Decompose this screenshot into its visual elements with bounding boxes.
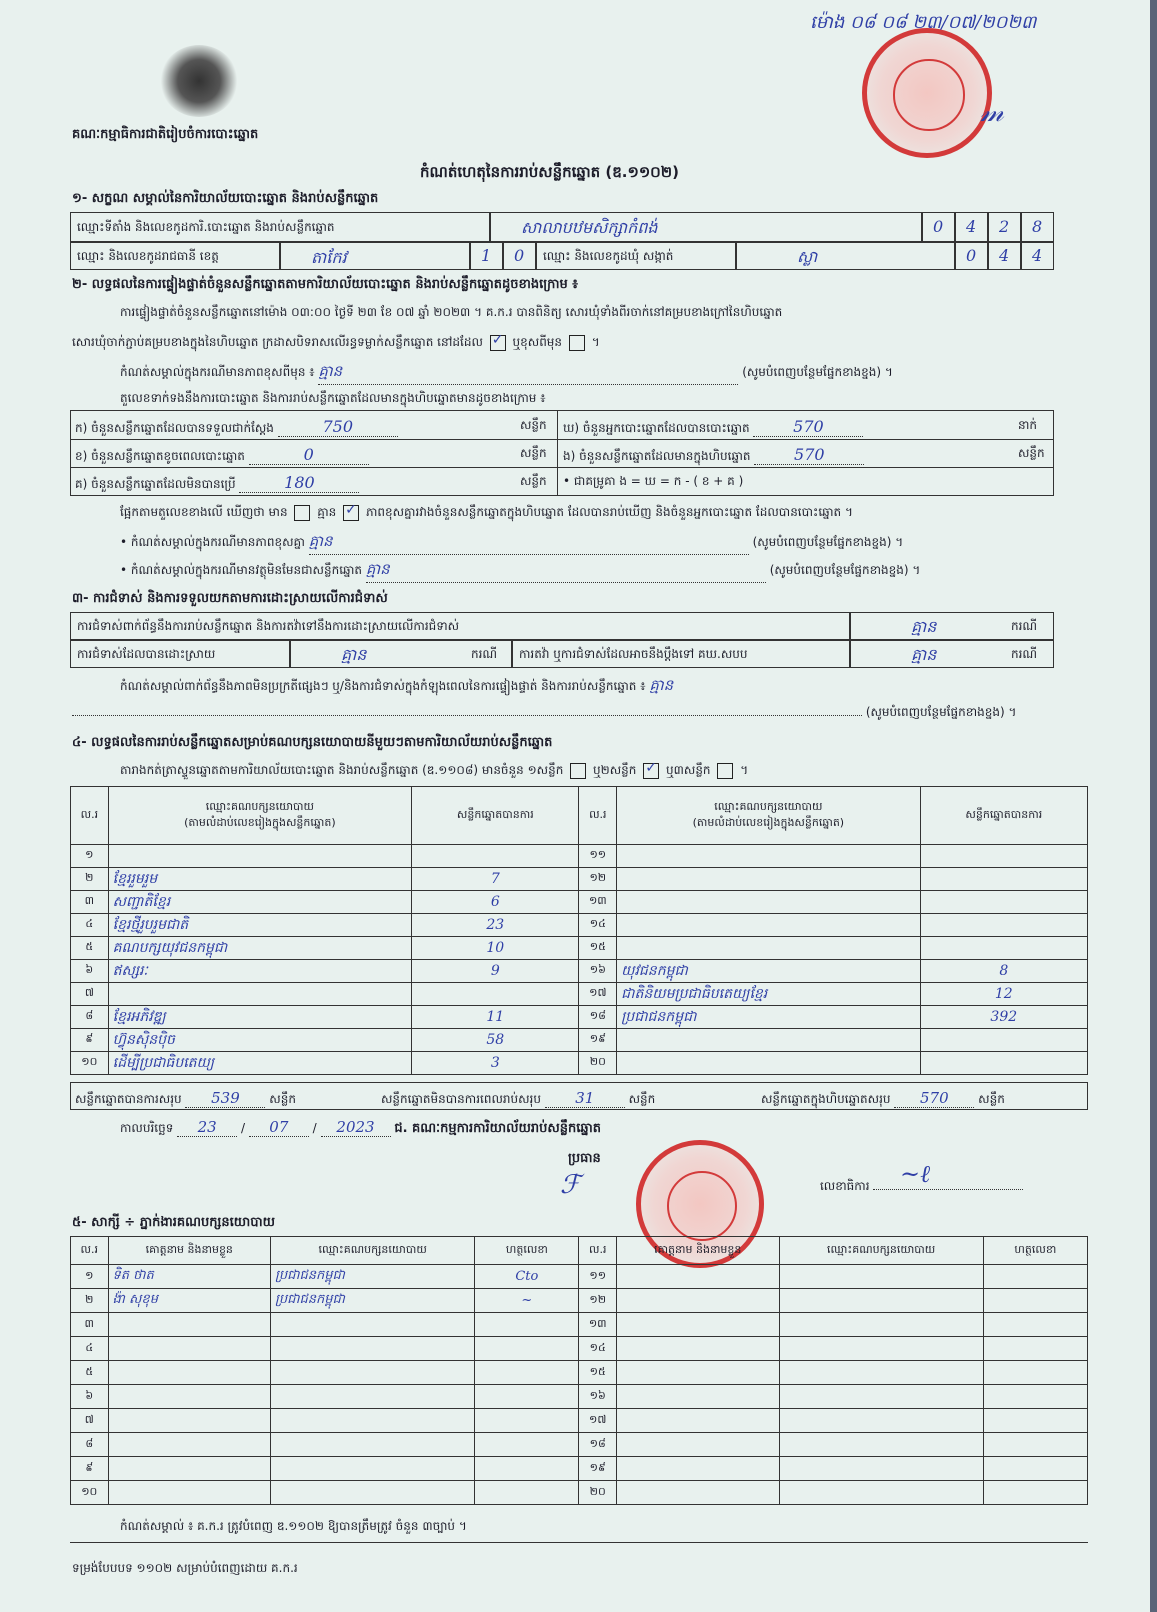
section1-row1-label-cell [70, 212, 490, 242]
col-votes: សន្លឹកឆ្នោតបានការ [412, 787, 579, 845]
witness-party [779, 1409, 983, 1433]
col-party-2: ឈ្មោះគណបក្សនយោបាយ (តាមលំដាប់លេខរៀងក្នុងសន្លឹកឆ្នោត) [617, 787, 920, 845]
party-name [617, 1052, 920, 1075]
section1-row2-value2: ស្លា [797, 247, 818, 266]
totals-row: សន្លឹកឆ្នោតបានការសរុប 539 សន្លឹក សន្លឹកឆ្នោតមិនបានការពេលរាប់សរុប 31 សន្លឹក សន្លឹកឆ្នោតក្នុងហិបឆ្នោតសរុប 570 សន្លឹក [70, 1082, 1088, 1110]
vote-count: 23 [412, 914, 579, 937]
table-row [71, 914, 1088, 937]
row-no: ១២ [579, 868, 617, 891]
section1-row2-code-1: 1 [470, 242, 503, 270]
checkbox-unchanged[interactable] [490, 335, 506, 351]
row-no: ៤ [71, 1337, 109, 1361]
witness-party [779, 1385, 983, 1409]
checkbox-2-sheets[interactable] [643, 763, 659, 779]
table-row [71, 937, 1088, 960]
witness-name [616, 1337, 779, 1361]
table-row [71, 1006, 1088, 1029]
row-no: ១៣ [579, 1313, 617, 1337]
stamp-note: ម៉ោង ០៨ ០៨ ២៣/០៧/២០២៣ [810, 12, 1037, 33]
section5-heading: ៥- សាក្សី ÷ ភ្នាក់ងារគណបក្សនយោបាយ [72, 1215, 275, 1230]
col-no-2: ល.រ [579, 787, 617, 845]
vote-count [920, 914, 1087, 937]
section1-row2-label2: ឈ្មោះ និងលេខកូដឃុំ សង្កាត់ [543, 249, 674, 263]
witness-name [616, 1313, 779, 1337]
count-row-c-left: គ) ចំនួនសន្លឹកឆ្នោតដែលមិនបានប្រើ 180 សន្លឹក [75, 473, 547, 492]
counts-table [70, 410, 1054, 496]
checkbox-1-sheet[interactable] [570, 763, 586, 779]
party-name [108, 983, 411, 1006]
table-row [71, 1029, 1088, 1052]
section1-row2-label-cell [70, 242, 280, 270]
row-no: ២០ [579, 1481, 617, 1505]
party-name: សញ្ជាតិខ្មែរ [108, 891, 411, 914]
witness-name [616, 1265, 779, 1289]
vote-count [412, 983, 579, 1006]
row-no: ៣ [71, 891, 109, 914]
row-no: ១០ [71, 1481, 109, 1505]
col-votes-2: សន្លឹកឆ្នោតបានការ [920, 787, 1087, 845]
witness-signature [983, 1457, 1087, 1481]
witness-name [616, 1289, 779, 1313]
row-no: ១៥ [579, 937, 617, 960]
vote-count: 11 [412, 1006, 579, 1029]
row-no: ១២ [579, 1289, 617, 1313]
witness-name [108, 1337, 271, 1361]
party-name [108, 845, 411, 868]
row-no: ១៦ [579, 960, 617, 983]
party-name: យុវជនកម្ពុជា [617, 960, 920, 983]
witness-row [71, 1361, 1088, 1385]
section4-heading: ៤- លទ្ធផលនៃការរាប់សន្លឹកឆ្នោតសម្រាប់គណបក្សនយោបាយនីមួយៗតាមការិយាល័យរាប់សន្លឹកឆ្នោត [72, 735, 553, 750]
objection-row2-label2: ការតវ៉ា ឬការជំទាស់ដែលអាចនឹងប្តឹងទៅ គឃ.សបប [512, 640, 850, 668]
count-row-a-left: ក) ចំនួនសន្លឹកឆ្នោតដែលបានទទួលជាក់ស្តែង 750 សន្លឹក [75, 417, 547, 436]
witness-party [779, 1361, 983, 1385]
row-no: ១៤ [579, 914, 617, 937]
witness-name [616, 1385, 779, 1409]
section2-line3-value: គ្មាន [318, 362, 738, 385]
table-row [71, 845, 1088, 868]
checkbox-3-sheets[interactable] [717, 763, 733, 779]
party-name [617, 1029, 920, 1052]
row-no: ៨ [71, 1433, 109, 1457]
section1-row2-value2-cell [736, 242, 955, 270]
section2-line4: តួលេខទាក់ទងនឹងការបោះឆ្នោត និងការរាប់សន្លឹកឆ្នោតដែលមានក្នុងហិបឆ្នោតមានដូចខាងក្រោម ៖ [120, 391, 546, 405]
secretary-label: លេខាធិការ [820, 1178, 1023, 1196]
witness-row [71, 1385, 1088, 1409]
section4-intro: តារាងកត់ត្រាស្ទួនឆ្នោតតាមការិយាល័យបោះឆ្នោត និងរាប់សន្លឹកឆ្នោត (ឌ.១១០៨) មានចំនួន ១សន្លឹក ឬ២សន្លឹក ✓ ឬ៣សន្លឹក ។ [120, 762, 1080, 780]
witness-name: ង៉ា សុខុម [108, 1289, 271, 1313]
party-name [617, 868, 920, 891]
witness-party [271, 1457, 475, 1481]
witness-party [779, 1289, 983, 1313]
witness-row [71, 1481, 1088, 1505]
witness-name [616, 1433, 779, 1457]
date-line: កាលបរិច្ឆេទ 23 / 07 / 2023 ជ. គណៈកម្មការការិយាល័យរាប់សន្លឹកឆ្នោត [120, 1118, 602, 1136]
witness-signature [983, 1409, 1087, 1433]
chair-signature: ℱ [560, 1170, 581, 1200]
witness-row [71, 1409, 1088, 1433]
counts-divider [557, 411, 558, 495]
witness-name [108, 1457, 271, 1481]
witness-name: ទិត ថាត [108, 1265, 271, 1289]
table-row [71, 891, 1088, 914]
party-name: ប្រជាជនកម្ពុជា [617, 1006, 920, 1029]
section2-heading: ២- លទ្ធផលនៃការផ្ទៀងផ្ទាត់ចំនួនសន្លឹកឆ្នោតតាមការិយាល័យបោះឆ្នោត និងរាប់សន្លឹកឆ្នោតដូចខាងក្រោម ៖ [72, 277, 578, 292]
witness-name [108, 1385, 271, 1409]
row-no: ២ [71, 868, 109, 891]
party-name: ខ្មែរអភិវឌ្ឍ [108, 1006, 411, 1029]
witness-signature [983, 1313, 1087, 1337]
row-no: ១៩ [579, 1029, 617, 1052]
table-row [71, 983, 1088, 1006]
row-no: ៥ [71, 1361, 109, 1385]
vote-count [920, 868, 1087, 891]
official-stamp-top [862, 28, 992, 158]
section1-row2-label: ឈ្មោះ និងលេខកូដរាជធានី ខេត្ត [77, 249, 219, 263]
witness-party [779, 1481, 983, 1505]
checkbox-discrepancy-no[interactable] [343, 505, 359, 521]
col-party: ឈ្មោះគណបក្សនយោបាយ (តាមលំដាប់លេខរៀងក្នុងសន្លឹកឆ្នោត) [108, 787, 411, 845]
witness-signature: Cto [475, 1265, 579, 1289]
witness-party [271, 1361, 475, 1385]
witness-signature: ~ [475, 1289, 579, 1313]
section2-line5: ផ្អែកតាមតួលេខខាងលើ ឃើញថា មាន គ្មាន ✓ ភាពខុសគ្នារវាងចំនួនសន្លឹកឆ្នោតក្នុងហិបឆ្នោត ដែលបានរាប់ឃើញ និងចំនួនអ្នកបោះឆ្នោត ដែលបានបោះឆ្នោត ។ [120, 504, 1080, 522]
witness-name [108, 1313, 271, 1337]
row-no: ១៧ [579, 1409, 617, 1433]
witness-signature [983, 1385, 1087, 1409]
row-no: ១ [71, 845, 109, 868]
objection-row1-label: ការជំទាស់ពាក់ព័ន្ធនឹងការរាប់សន្លឹកឆ្នោត និងការតវ៉ាទៅនឹងការដោះស្រាយលើការជំទាស់ [70, 612, 850, 640]
row-no: ១០ [71, 1052, 109, 1075]
vote-count: 3 [412, 1052, 579, 1075]
witness-party: ប្រជាជនកម្ពុជា [271, 1265, 475, 1289]
witness-row [71, 1289, 1088, 1313]
row-no: ៥ [71, 937, 109, 960]
row-no: ៦ [71, 960, 109, 983]
section1-row2-value-cell [280, 242, 470, 270]
party-name: ខ្មែរថ្មីរួបរួមជាតិ [108, 914, 411, 937]
vote-count [920, 1052, 1087, 1075]
section2-line1: ការផ្ទៀងផ្ទាត់ចំនួនសន្លឹកឆ្នោតនៅម៉ោង ០៣:០០ ថ្ងៃទី ២៣ ខែ ០៧ ឆ្នាំ ២០២៣ ។ គ.ក.រ បានពិនិត្យ សោរឃុំទាំងពីរចាក់នៅគម្របខាងក្រៅនៃហិបឆ្នោត [120, 305, 783, 319]
witness-signature [475, 1457, 579, 1481]
vote-count: 58 [412, 1029, 579, 1052]
section2-line2: សោរឃុំចាក់ភ្ជាប់គម្របខាងក្នុងនៃហិបឆ្នោត ក្រដាសបិទរាសលើរន្ធទម្លាក់សន្លឹកឆ្នោត នៅដដែល ✓ ឬខុសពីមុន ។ [72, 334, 600, 352]
vote-count [920, 1029, 1087, 1052]
row-no: ៧ [71, 983, 109, 1006]
section1-row1-code-3: 2 [988, 212, 1021, 242]
party-name: ដើម្បីប្រជាធិបតេយ្យ [108, 1052, 411, 1075]
party-name: គណបក្សយុវជនកម្ពុជា [108, 937, 411, 960]
checkbox-changed[interactable] [569, 335, 585, 351]
witness-party [271, 1409, 475, 1433]
witness-name [108, 1409, 271, 1433]
signature-top: 𝓂 [980, 95, 1004, 128]
witness-name [108, 1361, 271, 1385]
witness-signature [983, 1337, 1087, 1361]
footnote: កំណត់សម្គាល់ ៖ គ.ក.រ ត្រូវបំពេញ ឌ.១១០២ ឱ្យបានត្រឹមត្រូវ ចំនួន ៣ច្បាប់ ។ [120, 1519, 467, 1533]
witness-party [271, 1433, 475, 1457]
row-no: ១១ [579, 1265, 617, 1289]
section1-row2-code2-1: 0 [955, 242, 988, 270]
form-title: កំណត់ហេតុនៃការរាប់សន្លឹកឆ្នោត (ឌ.១១០២) [420, 163, 680, 181]
vote-count [412, 845, 579, 868]
row-no: ១៩ [579, 1457, 617, 1481]
section1-row2-value: តាកែវ [311, 248, 347, 267]
chair-label: ប្រធាន [568, 1151, 601, 1166]
row-no: ២ [71, 1289, 109, 1313]
witness-signature [475, 1481, 579, 1505]
vote-count: 9 [412, 960, 579, 983]
row-no: ៨ [71, 1006, 109, 1029]
witness-party [271, 1481, 475, 1505]
witness-name [616, 1457, 779, 1481]
vote-count: 6 [412, 891, 579, 914]
section3-note: (សូមបំពេញបន្ថែមផ្នែកខាងខ្នង) ។ [72, 704, 1082, 722]
witness-signature [475, 1337, 579, 1361]
witness-party [779, 1265, 983, 1289]
witness-party [779, 1313, 983, 1337]
party-name [617, 891, 920, 914]
witness-party: ប្រជាជនកម្ពុជា [271, 1289, 475, 1313]
objection-row1-value: គ្មាន ករណី [850, 612, 1054, 640]
party-name [617, 845, 920, 868]
table-row [71, 960, 1088, 983]
row-no: ៩ [71, 1029, 109, 1052]
row-no: ៧ [71, 1409, 109, 1433]
row-no: ១៦ [579, 1385, 617, 1409]
row-no: ៣ [71, 1313, 109, 1337]
section1-row2-label2-cell [536, 242, 736, 270]
row-no: ១៣ [579, 891, 617, 914]
witness-party [271, 1313, 475, 1337]
row-no: ២០ [579, 1052, 617, 1075]
witness-party [271, 1385, 475, 1409]
witness-row [71, 1433, 1088, 1457]
vote-count: 8 [920, 960, 1087, 983]
count-row-a-right: ឃ) ចំនួនអ្នកបោះឆ្នោតដែលបានបោះឆ្នោត 570 នាក់ [563, 417, 1038, 436]
count-row-b-right: ង) ចំនួនសន្លឹកឆ្នោតដែលមានក្នុងហិបឆ្នោត 570 សន្លឹក [563, 445, 1045, 464]
objection-row2-value2: គ្មាន ករណី [850, 640, 1054, 668]
party-name [617, 914, 920, 937]
witness-signature [475, 1409, 579, 1433]
row-no: ៤ [71, 914, 109, 937]
row-no: ១ [71, 1265, 109, 1289]
vote-count [920, 845, 1087, 868]
witness-signature [983, 1361, 1087, 1385]
witness-name [108, 1481, 271, 1505]
count-row-b-left: ខ) ចំនួនសន្លឹកឆ្នោតខូចពេលបោះឆ្នោត 0 សន្លឹក [75, 445, 547, 464]
witness-row [71, 1265, 1088, 1289]
objection-row2-value: គ្មាន ករណី [290, 640, 512, 668]
row-no: ១៤ [579, 1337, 617, 1361]
count-row-c-right: • ជាគម្រូគា ង = ឃ = ក - ( ខ + គ ) [563, 474, 744, 488]
vote-count: 12 [920, 983, 1087, 1006]
row-no: ១៨ [579, 1433, 617, 1457]
witness-signature [475, 1385, 579, 1409]
col-no: ល.រ [71, 787, 109, 845]
section2-line7: • កំណត់សម្គាល់ក្នុងករណីមានវត្ថុមិនមែនជាសន្លឹកឆ្នោត គ្មាន (សូមបំពេញបន្ថែមផ្នែកខាងខ្នង) ។ [120, 560, 1080, 583]
section1-row2-code2-3: 4 [1021, 242, 1054, 270]
witness-party [779, 1337, 983, 1361]
section1-row1-value-cell [490, 212, 922, 242]
checkbox-discrepancy-yes[interactable] [294, 505, 310, 521]
party-name: ឥស្សរៈ [108, 960, 411, 983]
witness-party [779, 1433, 983, 1457]
objection-row2-label: ការជំទាស់ដែលបានដោះស្រាយ [70, 640, 290, 668]
witness-row [71, 1337, 1088, 1361]
witness-signature [475, 1433, 579, 1457]
vote-count: 7 [412, 868, 579, 891]
witness-row [71, 1313, 1088, 1337]
vote-count: 10 [412, 937, 579, 960]
row-no: ៩ [71, 1457, 109, 1481]
party-name: ជាតិនិយមប្រជាធិបតេយ្យខ្មែរ [617, 983, 920, 1006]
emblem-logo [160, 45, 238, 117]
party-name: ហ៊្វុនស៊ិនប៉ិច [108, 1029, 411, 1052]
table-row [71, 1052, 1088, 1075]
section3-line: កំណត់សម្គាល់ពាក់ព័ន្ធនឹងភាពមិនប្រក្រតីផ្សេងៗ ឬ/និងការជំទាស់ក្នុងកំឡុងពេលនៃការផ្ទៀងផ្ទាត់ និងការរាប់សន្លឹកឆ្នោត ៖ គ្មាន [120, 676, 674, 694]
section1-row1-value: សាលាបឋមសិក្សាកំពង់ [521, 218, 658, 237]
witness-table: ល.រ គោត្តនាម និងនាមខ្លួន ឈ្មោះគណបក្សនយោបាយ ហត្ថលេខា ល.រ គោត្តនាម និងនាមខ្លួន ឈ្មោះគណបក្សនយោបាយ ហត្ថលេខា ១ ទិត ថាត ប្រជាជនកម្ពុជា Cto ១១ ២ ង៉ា សុខុម ប្រជាជនកម្ពុជា ~ ១២ ៣ ១៣ ៤ ១៤ ៥ ១៥ ៦ ១៦ ៧ ១៧ ៨ ១៨ ៩ ១៩ ១០ ២០ [70, 1236, 1088, 1505]
witness-name [616, 1361, 779, 1385]
results-table [70, 786, 1088, 1075]
section1-row1-code-4: 8 [1021, 212, 1054, 242]
vote-count: 392 [920, 1006, 1087, 1029]
row-no: ៦ [71, 1385, 109, 1409]
witness-party [271, 1337, 475, 1361]
witness-name [616, 1481, 779, 1505]
section1-heading: ១- សក្ខណ សម្គាល់នៃការិយាល័យបោះឆ្នោត និងរាប់សន្លឹកឆ្នោត [72, 191, 379, 206]
footer-divider [70, 1542, 1088, 1543]
witness-name [616, 1409, 779, 1433]
witness-signature [475, 1361, 579, 1385]
section1-row1-code-1: 0 [922, 212, 955, 242]
section2-line3: កំណត់សម្គាល់ក្នុងករណីមានភាពខុសពីមុន ៖ គ្មាន (សូមបំពេញបន្ថែមផ្នែកខាងខ្នង) ។ [120, 362, 1060, 385]
witness-row [71, 1457, 1088, 1481]
row-no: ១៥ [579, 1361, 617, 1385]
witness-signature [983, 1289, 1087, 1313]
vote-count [920, 937, 1087, 960]
witness-name [108, 1433, 271, 1457]
section1-row2-code-2: 0 [503, 242, 536, 270]
party-name [617, 937, 920, 960]
witness-signature [983, 1265, 1087, 1289]
witness-party [779, 1457, 983, 1481]
section2-line6: • កំណត់សម្គាល់ក្នុងករណីមានភាពខុសគ្នា គ្មាន (សូមបំពេញបន្ថែមផ្នែកខាងខ្នង) ។ [120, 532, 1080, 555]
row-no: ១៧ [579, 983, 617, 1006]
section3-heading: ៣- ការជំទាស់ និងការទទួលយកតាមការដោះស្រាយលើការជំទាស់ [72, 591, 388, 606]
table-row [71, 868, 1088, 891]
row-no: ១១ [579, 845, 617, 868]
party-name: ខ្មែររួមរួម [108, 868, 411, 891]
secretary-signature: ~ℓ [900, 1160, 931, 1188]
committee-name: គណៈកម្មាធិការជាតិរៀបចំការបោះឆ្នោត [72, 127, 259, 142]
witness-signature [983, 1433, 1087, 1457]
witness-signature [983, 1481, 1087, 1505]
witness-signature [475, 1313, 579, 1337]
section1-row2-code2-2: 4 [988, 242, 1021, 270]
vote-count [920, 891, 1087, 914]
form-footer: ទម្រង់បែបបទ ១១០២ សម្រាប់បំពេញដោយ គ.ក.រ [72, 1561, 298, 1575]
row-no: ១៨ [579, 1006, 617, 1029]
section1-row1-label: ឈ្មោះទីតាំង និងលេខកូដការិ.បោះឆ្នោត និងរាប់សន្លឹកឆ្នោត [77, 220, 335, 234]
section1-row1-code-2: 4 [955, 212, 988, 242]
